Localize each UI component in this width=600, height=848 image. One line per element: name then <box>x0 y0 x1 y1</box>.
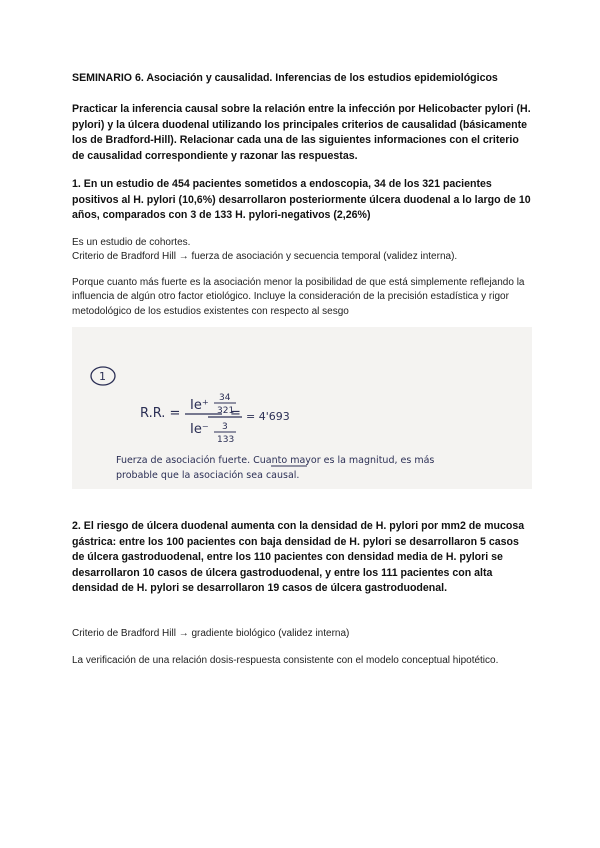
hw-rr-label: R.R. = <box>140 406 181 421</box>
hw-ie-minus: Ie⁻ <box>190 422 209 437</box>
q1-study-type: Es un estudio de cohortes. <box>72 237 191 248</box>
intro-paragraph: Practicar la inferencia causal sobre la relación entre la infección por Helicobacter pylori (H. pylori) y la úlcera duodenal utilizando los principales criterios de causalidad (básicamente los de Bradford-Hill). Relacionar cada una de las siguientes informaciones con el criterio de causalidad correspondiente y razonar las respuestas. <box>72 103 531 162</box>
q2-reasoning: La verificación de una relación dosis-respuesta consistente con el modelo conceptual hipotético. <box>72 655 499 666</box>
document-title: SEMINARIO 6. Asociación y causalidad. Inferencias de los estudios epidemiológicos <box>72 72 498 84</box>
hw-num2: 3 <box>222 422 228 432</box>
hw-line-2: probable que la asociación sea causal. <box>116 470 300 481</box>
q1-criterion: Criterio de Bradford Hill → fuerza de asociación y secuencia temporal (validez interna). <box>72 251 458 262</box>
question-1: 1. En un estudio de 454 pacientes sometidos a endoscopia, 34 de los 321 pacientes positivos al H. pylori (10,6%) desarrollaron posteriormente úlcera duodenal a lo largo de 10 años, comparados con 3 de 133 H. pylori-negativos (2,26%) <box>72 178 531 222</box>
hw-ie-plus: Ie⁺ <box>190 398 209 413</box>
hw-line-1: Fuerza de asociación fuerte. Cuanto mayor es la magnitud, es más <box>116 455 435 466</box>
hw-num1: 34 <box>219 393 231 403</box>
hw-den1: 321 <box>217 406 235 416</box>
hw-result: = 4'693 <box>246 410 290 423</box>
hw-number: 1 <box>99 370 106 383</box>
q2-criterion: Criterio de Bradford Hill → gradiente biológico (validez interna) <box>72 628 350 639</box>
svg-text:=: = <box>230 406 241 421</box>
hw-den2: 133 <box>217 435 235 445</box>
q1-reasoning: Porque cuanto más fuerte es la asociación menor la posibilidad de que está simplemente reflejando la influencia de algún otro factor etiológico. Incluye la consideración de la precisión estadística y rigor metodológico de los estudios existentes con respecto al sesgo <box>72 277 525 317</box>
handwritten-notes <box>72 327 532 489</box>
handwritten-answer-photo <box>72 327 532 489</box>
question-2: 2. El riesgo de úlcera duodenal aumenta con la densidad de H. pylori por mm2 de mucosa gástrica: entre los 100 pacientes con baja densidad de H. pylori se desarrollaron 5 casos de úlcera gastroduodenal, entre los 110 pacientes con densidad media de H. pylori se desarrollaron 10 casos de úlcera gastroduodenal, y entre los 111 pacientes con alta densidad de H. pylori se desarrollaron 19 casos de úlcera gastroduodenal. <box>72 520 525 595</box>
